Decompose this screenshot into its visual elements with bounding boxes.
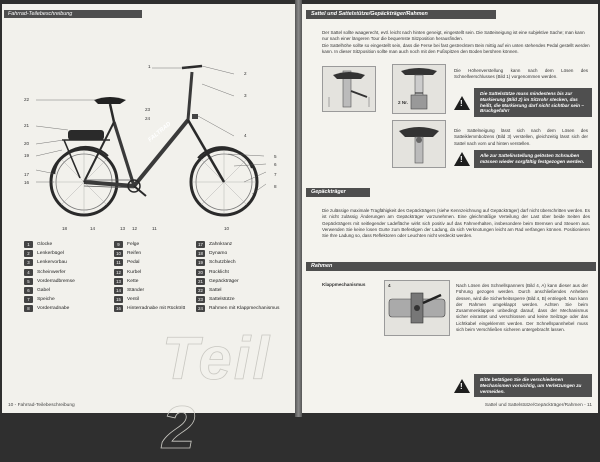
legend-item: 3 Lenkervorbau xyxy=(24,258,75,267)
legend-item: 1 Glocke xyxy=(24,240,75,249)
section-header-frame: Rahmen xyxy=(306,262,596,271)
callout-b12: 12 xyxy=(132,226,138,231)
rack-paragraph: Die zulässige maximale Tragfähigkeit des Gepäckträgers (siehe Kennzeichnung auf Gepäckträger) darf nicht überschritten werden. Es ist nicht zulässig Änderungen am Gepäckträger vorzunehmen. Eine gleichmäßige Verteilung der Last über beide Seiten des Gepäckträgers mit seitlegender Ladefläche wirkt sich positiv auf das Fahrverhalten, insbesondere beim Bremsen und Steuern aus. Verwenden Sie keine losen Gurte zum Befestigen der Ladung, da sich Verknotungen leicht am Rad verfangen können. Positionieren Sie Ihre Ladung so, dass Reflektoren oder Leuchten nicht verdeckt werden. xyxy=(322,208,590,239)
section-header-saddle: Sattel und Sattelstütze/Gepäckträger/Rahmen xyxy=(306,10,496,19)
legend-column-3 xyxy=(196,240,279,314)
book-spine xyxy=(295,0,302,417)
callout-20: 20 xyxy=(24,141,30,146)
warning-screws xyxy=(454,150,592,168)
callout-23: 23 xyxy=(145,107,151,112)
legend-item: 24 Rahmen mit Klappmechanismus xyxy=(196,304,279,313)
bicycle-illustration xyxy=(2,44,292,234)
callout-6: 6 xyxy=(274,162,277,167)
legend-item: 5 Vorderradbremse xyxy=(24,277,75,286)
section-header-rack: Gepäckträger xyxy=(306,188,370,197)
image-saddle-clamp xyxy=(392,120,446,168)
legend-item: 15 Ventil xyxy=(114,295,185,304)
callout-3: 3 xyxy=(244,93,247,98)
callout-16: 16 xyxy=(24,180,30,185)
legend-item: 18 Dynamo xyxy=(196,249,279,258)
callout-b10: 10 xyxy=(224,226,230,231)
legend-item: 2 Lenkerbügel xyxy=(24,249,75,258)
callout-1: 1 xyxy=(148,64,151,69)
legend-item: 12 Kurbel xyxy=(114,268,185,277)
legend-item: 9 Felge xyxy=(114,240,185,249)
warning-mechanism-text: Bitte betätigen Sie die verschiedenen Mechanismen vorsichtig, um Verletzungen zu vermeiden. xyxy=(474,374,592,397)
image-number-4: 4 xyxy=(388,283,391,288)
legend-column-1 xyxy=(24,240,75,314)
saddle-paragraph-2: Die Sattelhöhe sollte so eingestellt sein, dass die Ferse bei fast gestrecktem Bein mittig auf ein unten stehendes Pedal gestellt werden kann. In dieser Sitzposition sollte man auch noch mit den Fußspitzen den Boden berühren können. xyxy=(322,43,590,55)
callout-21: 21 xyxy=(24,123,30,128)
warning-screws-text: Alle zur Sattelinstellung gelösten Schrauben müssen wieder sorgfältig festgezogen werden. xyxy=(474,150,592,168)
saddle-paragraph-1: Der Sattel sollte waagerecht, evtl. leicht nach hinten geneigt, eingestellt sein. Die Satteineigung ist eine subjektive Sache; man kann nur nach einer längeren Tour die bequemste Sitzposition herausfinden. xyxy=(322,30,585,42)
callout-b13: 13 xyxy=(120,226,126,231)
folding-mechanism-text: Nach Lösen des Schnellspanners (Bild 4, A) kann dieser aus der Führung gezogen werden. Durch anschließendes Anheben dessen, wird die Sicherheitssperre (Bild 4, B) entriegelt. Nun kann der Rahmen umgeklappt werden. Achten Sie beim Zusammenklappen unbedingt darauf, dass der Mechanismus sicher einrastet und verschlossen und keine Seilzüge oder das Lichtkabel eingeklemmt werden. Der Schnellspannhebel muss sich beim Verschließen sicheren untergebracht lassen. xyxy=(456,283,588,333)
callout-b11: 11 xyxy=(152,226,157,231)
legend-item: 13 Kette xyxy=(114,277,185,286)
left-page-footer: 10 - Fahrrad-Teilebeschreibung xyxy=(8,403,75,408)
callout-8: 8 xyxy=(274,184,277,189)
rack-bag xyxy=(68,130,104,140)
right-page xyxy=(302,4,598,413)
legend-item: 6 Gabel xyxy=(24,286,75,295)
callout-5: 5 xyxy=(274,154,277,159)
folding-mechanism-title: Klappmechanismus xyxy=(322,282,366,287)
legend-item: 23 Sattelstütze xyxy=(196,295,279,304)
warning-mechanism xyxy=(454,374,592,397)
legend-item: 11 Pedal xyxy=(114,258,185,267)
callout-7: 7 xyxy=(274,172,277,177)
warning-icon: ! xyxy=(454,379,470,393)
warning-seatpost-text: Die Sattelstütze muss mindestens bis zur Markierung (Bild 2) im Sitzrohr stecken, das heißt, die Markierung darf nicht sichtbar sein – Bruchgefahr! xyxy=(474,88,592,117)
legend-item: 7 Speiche xyxy=(24,295,75,304)
legend-item: 10 Reifen xyxy=(114,249,185,258)
image-quick-release xyxy=(322,66,376,112)
callout-b18: 18 xyxy=(62,226,68,231)
legend-item: 21 Gepäckträger xyxy=(196,277,279,286)
legend-item: 8 Vorderradnabe xyxy=(24,304,75,313)
left-page-header: Fahrrad-Teilebeschreibung xyxy=(4,10,142,18)
left-page xyxy=(2,4,295,461)
saddle-shape xyxy=(94,97,126,104)
saddle-tilt-text: Die Sattelneigung lässt sich nach dem Lösen des Satteiklemmbolzens (Bild 3) verstellen, gleichzeitig lässt sich der Sattel nach vorn und hinten verstellen. xyxy=(454,128,588,146)
image-seatpost-marking xyxy=(392,64,446,114)
warning-icon: ! xyxy=(454,152,470,166)
frame-label: FALTRAD xyxy=(147,121,173,144)
legend-item: 22 Sattel xyxy=(196,286,279,295)
callout-2: 2 xyxy=(244,71,247,76)
callout-24: 24 xyxy=(145,116,151,121)
image-label-2: 2 Nr. xyxy=(398,100,408,105)
legend-item: 16 Hinterradnabe mit Rücktritt xyxy=(114,304,185,313)
callout-22: 22 xyxy=(24,97,30,102)
legend-item: 20 Rücklicht xyxy=(196,268,279,277)
legend-item: 4 Scheinwerfer xyxy=(24,268,75,277)
callout-4: 4 xyxy=(244,133,247,138)
legend-item: 14 Ständer xyxy=(114,286,185,295)
warning-icon: ! xyxy=(454,96,470,110)
legend-item: 17 Zahnkranz xyxy=(196,240,279,249)
right-page-footer: Sattel und Sattelstütze/Gepäckträger/Rahmen - 11 xyxy=(484,403,592,408)
watermark-text: Teil 2 xyxy=(162,325,272,461)
image-folding-mechanism xyxy=(384,280,450,336)
callout-17: 17 xyxy=(24,172,30,177)
legend-item: 19 Schutzblech xyxy=(196,258,279,267)
callout-b14: 14 xyxy=(90,226,96,231)
warning-seatpost xyxy=(454,88,592,117)
height-adjust-text: Die Höhenverstellung kann nach dem Lösen des Schnellverschlusses (Bild 1) vorgenommen werden. xyxy=(454,68,588,80)
callout-19: 19 xyxy=(24,153,30,158)
legend-column-2 xyxy=(114,240,185,314)
